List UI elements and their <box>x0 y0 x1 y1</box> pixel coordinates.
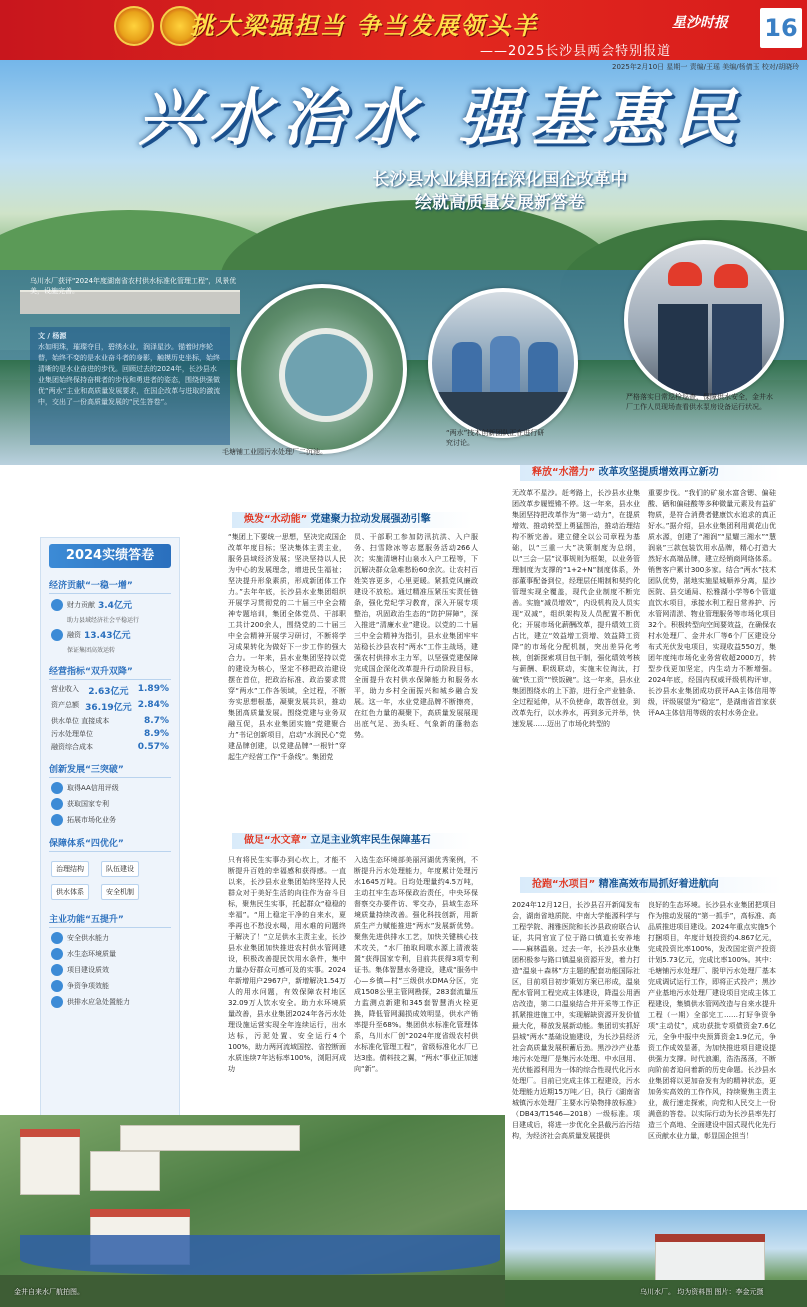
section1-col1: “集团上下要统一思想，坚决完成国企改革年度目标；坚决集体主责主业，服务县域经济发展；坚决坚持以人民为中心的发展理念，增进民生福祉；坚决提升形象素质，形成新团体工作力。”去年年底，长沙县水业集团组织开展学习贯彻党的二十届三中全会精神专题培训，集团全体党员、干部职工共计200余人，围绕党的二十届三中全会精神开展学习研讨，不断将学习成果转化为做好下一步工作的强大合力。一年来，县水业集团坚持以党的建设为核心，坚定不移把政治建设摆在首位，把政治标准、政治要求贯穿“两水”工作各领域，全过程，不断夯实思想根基，凝聚发展共识，推动集团高质量发展。围绕党建与业务双融互促，县水业集团实施“党建聚合力”书记创新项目，启动“水润民心”党建品牌创建，以党建品牌“一根针”穿起生产经营工作“千条线”。集团党 <box>228 533 346 761</box>
sub-headline-line1: 长沙县水业集团在深化国企改革中 <box>372 170 628 190</box>
econ-note: 保证集团高效运转 <box>67 647 116 654</box>
econ-item: 融资 13.43亿元 <box>51 628 169 641</box>
guard-section-title: 保障体系“四优化” <box>49 836 171 852</box>
ops-row: 污水处理单位 8.9% <box>51 729 169 739</box>
loan-icon <box>51 629 63 641</box>
sidebar-title: 2024实绩答卷 <box>49 544 171 568</box>
section2-col1: 只有将民生实事办到心坎上，才能不断提升百姓的幸福感和获得感。一直以来，长沙县水业集团始终坚持人民群众对于美好生活的向往作为奋斗目标，聚焦民生实事，托起群众“稳稳的幸福”。“用上稳定干净的自来水，夏季再也不愁没水喝，用水难的问题终于解决了！”立足供水主责主业，长沙县水业集团加快推进农村供水管网建设，积极改善提民饮用水条件，集中力量办好群众可感可及的实事。2024年新增用户2967户，新增解决1.54万人的用水问题，有效保障农村地区32.09万人饮水安全。助力水环境质量改善，县水业集团2024年各污水处理设施运营实现全年连续运行，出水达标，污泥处置、安全运行4个100%，助力两河流域国控、省控断面水质连续7年达标率100%，浏阳河成功 <box>228 856 346 1073</box>
emergency-icon <box>51 996 63 1008</box>
section1-col2: 员、干部职工参加防汛抗洪、入户服务、扫雪除冰等志愿服务活动266人次；实施清塘村山泉水入户工程等，下沉解决群众急难愁盼60余次。让农村百姓笑容更多，心里更暖。紧抓党风廉政建设不放松。通过精准压紧压实责任链条，强化党纪学习教育，深入开展专项整治，巩固政治生态的“防护屏障”，深入推进“清廉水业”建设。以党的二十届三中全会精神为指引，县水业集团牢牢站稳长沙县农村“两水”工作主战场，建强农村供排水主力军，以坚强党建保障完成国企深化改革提升行动阶段目标，全面提升农村供水保障能力和服务水平，助力乡村全面振兴和城乡融合发展。这一年，水业党建品牌不断擦亮，在红色力量的凝聚下，高质量发展展现出底气足、劲头旺、气象新的蓬勃态势。 <box>354 533 478 739</box>
bottom-right-caption: 乌川水厂。 均为资料图 图片：李金元摄 <box>640 1288 764 1296</box>
research-team-photo <box>428 288 578 438</box>
ops-row: 供水单位 直接成本 8.7% <box>51 716 169 726</box>
main-headline: 兴水治水 强基惠民 <box>138 81 746 154</box>
econ-section-title: 经济贡献“一稳一增” <box>49 578 171 594</box>
rating-icon <box>51 782 63 794</box>
water-supply-icon <box>51 932 63 944</box>
lead-paragraph <box>30 327 230 445</box>
section4-col1: 2024年12月12日，长沙县召开新闻发布会，湖南省地质院、中南大学能源科学与工程学院、湘雅医院和长沙县政府联合认证，共同官宣了位于路口镇道长安养地——麻林温泉。过去一年，长沙县水业集团积极参与路口镇温泉资源开发，着力打造“温泉＋森林”方主题的配套功能国际社区，目前项目初步策划方案已形成，温泉配水管网工程完成主体建设，降温公用酒店改造，第二口温泉结合井开采等工作正抓紧推进施工中，实现解缺资源开发价值最大化，释放发展新动能。集团切实抓好县城“两水”基础设施建设，为长沙县经济社会高质量发展积蓄后劲。黑沙沙产业基地污水处理厂是集污水处理、中水回用、光伏能源利用为一体的综合性现代化污水处理厂。目前已完成主体工程建设，污水处理能力近期15万吨／日，执行《湖南省城镇污水处理厂主要水污染物排放标准》（DB43/T1546—2018）一级标准。项目建成后，将进一步优化全县截污治污结构，为经济社会高质量发展提供 <box>512 901 640 1140</box>
main-section-title: 主业功能“五提升” <box>49 912 171 928</box>
main-item: 安全供水能力 <box>51 932 169 944</box>
guard-items: 治理结构 队伍建设 供水体系 安全机制 <box>41 856 179 902</box>
sub-headline-line2: 绘就高质量发展新答卷 <box>415 193 585 213</box>
section4-col2: 良好的生态环境。长沙县水业集团把项目作为推动发展的“第一抓手”，高标准、高品质推进项目建设。2024年重点实施5个打捆项目，年度计划投资约4.867亿元，完成投资比率100%，发改国定资产投资计划5.73亿元，完成比率100%。其中：毛塘铺污水处理厂、脱甲污水处理厂基本完成调试运行工作，即将正式投产；黑沙产业基地污水处理厂建设项目完成主体工程建设，集镇供水管网改造与自来水提升工程（一期）全部完工……打好争资争项“主动仗”，成功获批专项债资金7.6亿元，全争中报中央预算资金1.9亿元，争资工作成效显著，为加快推进项目建设提供强力支撑。时代浪潮，浩浩荡荡，不断向阶前者迫问着新的历史命题。长沙县水业集团将以更加奋发有为的精神状态，更加务实高效的工作作风，持续聚焦主责主业，裁行速走探索，向党和人民交上一份满意的答卷。以实际行动为长沙县率先打造三个高地、全面建设中国式现代化先行区贡献水业力量，彰显国企担当！ <box>648 901 776 1140</box>
masthead-subslogan: ——2025长沙县两会特别报道 <box>480 44 672 59</box>
dateline: 2025年2月10日 星期一 责编/王瑶 美编/杨倩玉 校对/胡晓玲 <box>612 63 800 71</box>
newspaper-brand: 星沙时报 <box>672 15 728 31</box>
section1-heading: 焕发“水动能” 党建聚力拉动发展强劲引擎 <box>232 512 472 528</box>
ops-row: 营业收入 2.63亿元 1.89% <box>51 684 169 697</box>
page-number: 16 <box>760 8 802 48</box>
innov-item: 取得AA信用评级 <box>51 782 169 794</box>
project-icon <box>51 964 63 976</box>
innov-item: 拓展市场化业务 <box>51 814 169 826</box>
section3-col1: 无改革不星沙。赶考路上，长沙县水业集团改革步履铿锵不停。这一年来，县水业集团坚持把改革作为“第一动力”，在提质增效、推动转型上勇猛图治，推动治理结构不断完善。建立健全以公司章程为基础，以“三重一大”决策制度为总纲，以“三会一层”议事规则为框架，以业务管理制度为支撑的“1+2+N”制度体系，外部董事配备到位，经理层任期制和契约化管理实现全覆盖，现代企业制度不断完善。实施“减员增效”，内设机构及人员实现“双减”，组织架构及人员配置不断优化；开展市场化薪酬改革，提升绩效工资占比，建立“效益增工资增、效益降工资降”的市场化分配机制，突出差异化考核，创新探索项目包干制，强化绩效考核与薪酬、职级联动，实施末位淘汰，打破“铁工资”“铁饭碗”。这一年来，县水业集团围绕水的上下游，进行全产业链条、全过程延伸，从不负使命，敢答创业，到改革先行，以水养水，再到多元并举，快速发展……迈出了市场化转型的 <box>512 489 640 728</box>
treatment-plant-photo <box>237 284 407 454</box>
finance-icon <box>51 599 63 611</box>
plant-caption: 毛塘铺工业园污水处理厂二沉池。 <box>222 448 327 456</box>
section3-heading: 释放“水潜力” 改革攻坚提质增效再立新功 <box>520 465 782 481</box>
inspection-photo <box>624 240 784 400</box>
econ-note: 助力县域经济社会平稳运行 <box>67 617 140 624</box>
main-item: 项目建设质效 <box>51 964 169 976</box>
ecology-icon <box>51 948 63 960</box>
masthead-bar <box>0 0 807 60</box>
ops-row: 融资综合成本 0.57% <box>51 742 169 752</box>
lead-byline: 文 / 杨源 <box>38 332 67 340</box>
innov-section-title: 创新发展“三突破” <box>49 762 171 778</box>
market-icon <box>51 814 63 826</box>
inspection-caption: 严格落实日常巡检巡查，保障供水安全，金井水厂工作人员现场查看供水泵房设备运行状况。 <box>626 393 773 411</box>
lead-text: 水如明珠，璀璨夺目，碧绣水业，润泽星沙。锚着时序轮替，始终不变的是水业奋斗者的身影，触摸历史坐标，始终清晰的是水业奋进的步伐。回顾过去的2024年，长沙县水业集团始终保持奋楫者的步伐和勇进者的姿态，围绕供强做优“两水”主业和高质量发展要求，在国企改革与进取的激流中，交出了一份高质量发展的“民生答卷”。 <box>38 343 221 406</box>
section4-heading: 抢跑“水项目” 精准高效布局抓好着进航向 <box>520 877 782 893</box>
econ-item: 财力贡献 3.4亿元 <box>51 598 169 611</box>
section2-col2: 入选生态环境部美丽河湖优秀案例，不断提升污水处理能力，年度累计处理污水1645万吨。日均处理量约4.5万吨，主动扛牢生态环保政治责任，中央环保督察交办要件访、零交办，县域生态环境质量持续改善。强化科技创新，用新质生产力赋能推进“两水”发展新优势。聚焦先进供排水工艺，加快关键核心技术攻关，“水厂抽取间歇水源上清液装置”获得国家专利，目前共获得3项专利证书。集体智慧水务建设，建成“服务中心—乡镇—村”三级供水DMA分区，完成1508公里主管网勘探，283套流量压力监测点新建和345套智慧消火栓更换，降低管网漏损成效明显，供水产销率提升至68%。集团供水标准化管理体系，乌川水厂创“2024年度省级农村供水标准化管理工程”，省级标准化水厂已达3座。倩料技之翼，“两水”事业正加速向“新”。 <box>354 856 478 1073</box>
team-caption: “两水”技术创新团队正在进行研究讨论。 <box>446 429 545 447</box>
ops-row: 资产总额 36.19亿元 2.84% <box>51 700 169 713</box>
hero-caption: 乌川水厂获评"2024年度湖南省农村供水标准化管理工程"，风景优美，设施完善。 <box>30 277 237 295</box>
funding-icon <box>51 980 63 992</box>
innov-item: 获取国家专利 <box>51 798 169 810</box>
main-item: 争资争项效能 <box>51 980 169 992</box>
bottom-left-caption: 金井自来水厂航拍图。 <box>14 1288 84 1296</box>
main-item: 供排水应急处置能力 <box>51 996 169 1008</box>
jinjing-plant-aerial-photo <box>0 1115 505 1307</box>
section2-heading: 做足“水文章” 立足主业筑牢民生保障基石 <box>232 833 472 849</box>
national-emblem-icon <box>114 6 154 46</box>
main-item: 水生态环境质量 <box>51 948 169 960</box>
masthead-slogan: 挑大梁强担当 争当发展领头羊 <box>190 11 539 40</box>
section3-col2: 重要步伐。“我们的矿泉水富含锶、偏硅酸、硒和偏硅酸等多种微量元素及有益矿物质，是符合消费者健康饮水追求的真正好水。”据介绍，县水业集团利用黄花山优质水源，创建了“湘润”“星耀三湘水”“慧润泉”三款包装饮用水品牌，精心打造大然好水高端品牌，建立经销商网络体系。销售客户累计300多家。结合“两水”技术团队优势，湛地实施星城顺养分离，星沙医院、县交通局、松雅湖小学等6个管道直饮水项目，承接水利工程日常养护、污水管网清淤、物业管理服务等市场化项目32个。积极转型向空间要效益，在确保农村水处理厂、金井水厂等6个厂区建设分布式光伏发电项目，实现收益550万，集团年度纯市场化业务营收超2000万，转型步伐更加坚定，内生动力不断增强。2024年底，经国内权威评级机构评审，长沙县水业集团成功获评AA主体信用等级，评级展望为“稳定”，是湖南省首家获评AA主体信用等级的农村水务企业。 <box>648 489 776 717</box>
ops-section-title: 经营指标“双升双降” <box>49 664 171 680</box>
patent-icon <box>51 798 63 810</box>
